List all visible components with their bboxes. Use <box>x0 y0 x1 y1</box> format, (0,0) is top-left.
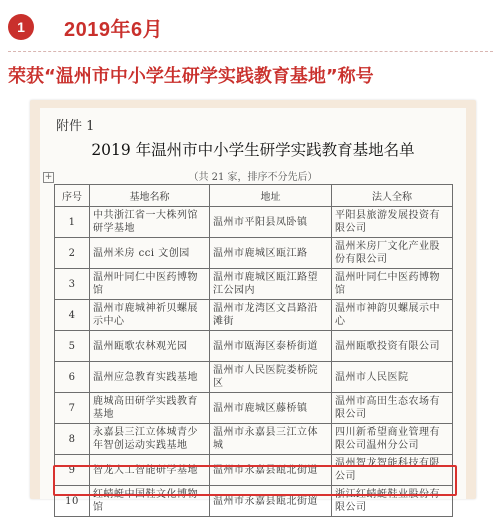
table-row-highlighted <box>55 455 453 486</box>
cell-legal-entity: 温州市神韵贝螺展示中心 <box>332 300 453 331</box>
cell-name: 智龙人工智能研学基地 <box>90 455 210 486</box>
cell-address: 温州市平阳县凤卧镇 <box>210 207 332 238</box>
cell-legal-entity: 浙江红蜻蜓鞋业股份有限公司 <box>332 486 453 517</box>
cell-no: 1 <box>55 207 90 238</box>
cell-legal-entity: 温州瓯歌投资有限公司 <box>332 331 453 362</box>
cell-name: 红蜻蜓中国鞋文化博物馆 <box>90 486 210 517</box>
cell-no: 3 <box>55 269 90 300</box>
cell-legal-entity: 平阳县旅游发展投资有限公司 <box>332 207 453 238</box>
cell-legal-entity: 四川新希望商业管理有限公司温州分公司 <box>332 424 453 455</box>
cell-legal-entity: 温州智龙智能科技有限公司 <box>332 455 453 486</box>
cell-name: 鹿城高田研学实践教育基地 <box>90 393 210 424</box>
cell-no: 5 <box>55 331 90 362</box>
cell-legal-entity: 温州叶同仁中医药博物馆 <box>332 269 453 300</box>
dashed-divider <box>8 51 493 52</box>
cell-name: 温州市鹿城神祈贝螺展示中心 <box>90 300 210 331</box>
section-date: 2019年6月 <box>64 18 164 41</box>
table-row <box>55 238 453 269</box>
cell-name: 温州瓯歌农林观光园 <box>90 331 210 362</box>
table-row <box>55 393 453 424</box>
cell-address: 温州市永嘉县瓯北街道 <box>210 486 332 517</box>
section-header <box>8 10 163 44</box>
table-row <box>55 207 453 238</box>
cell-address: 温州市鹿城区瓯江路 <box>210 238 332 269</box>
header-no: 序号 <box>55 185 90 207</box>
cell-address: 温州市龙湾区文昌路沿滩街 <box>210 300 332 331</box>
cell-legal-entity: 温州市人民医院 <box>332 362 453 393</box>
cell-no: 10 <box>55 486 90 517</box>
table-move-handle-icon: + <box>44 172 53 182</box>
award-headline: 荣获“温州市中小学生研学实践教育基地”称号 <box>8 66 374 87</box>
header-legal-entity: 法人全称 <box>332 185 453 207</box>
document-subtitle: （共 21 家，排序不分先后） <box>188 172 318 183</box>
cell-address: 温州市瓯海区泰桥街道 <box>210 331 332 362</box>
cell-name: 温州应急教育实践基地 <box>90 362 210 393</box>
base-list-table <box>54 184 453 517</box>
table-row <box>55 486 453 517</box>
cell-legal-entity: 温州米房厂文化产业股份有限公司 <box>332 238 453 269</box>
document-title: 2019 年温州市中小学生研学实践教育基地名单 <box>91 141 415 159</box>
section-number-badge: 1 <box>8 14 34 40</box>
header-address: 地址 <box>210 185 332 207</box>
table-row <box>55 362 453 393</box>
attachment-label: 附件 1 <box>56 119 95 134</box>
table-header-row <box>55 185 453 207</box>
cell-address: 温州市鹿城区瓯江路望江公园内 <box>210 269 332 300</box>
cell-address: 温州市人民医院娄桥院区 <box>210 362 332 393</box>
cell-name: 温州叶同仁中医药博物馆 <box>90 269 210 300</box>
cell-name: 中共浙江省一大株列馆研学基地 <box>90 207 210 238</box>
cell-no: 2 <box>55 238 90 269</box>
table-row <box>55 269 453 300</box>
cell-name: 永嘉县三江立体城青少年智创运动实践基地 <box>90 424 210 455</box>
header-name: 基地名称 <box>90 185 210 207</box>
cell-no: 8 <box>55 424 90 455</box>
cell-legal-entity: 温州市高田生态农场有限公司 <box>332 393 453 424</box>
cell-no: 9 <box>55 455 90 486</box>
cell-address: 温州市永嘉县三江立体城 <box>210 424 332 455</box>
table-row <box>55 331 453 362</box>
table-row <box>55 424 453 455</box>
cell-no: 7 <box>55 393 90 424</box>
cell-address: 温州市永嘉县瓯北街道 <box>210 455 332 486</box>
document-scan <box>40 108 466 513</box>
cell-no: 4 <box>55 300 90 331</box>
cell-no: 6 <box>55 362 90 393</box>
cell-address: 温州市鹿城区藤桥镇 <box>210 393 332 424</box>
cell-name: 温州米房 cci 文创园 <box>90 238 210 269</box>
table-row <box>55 300 453 331</box>
